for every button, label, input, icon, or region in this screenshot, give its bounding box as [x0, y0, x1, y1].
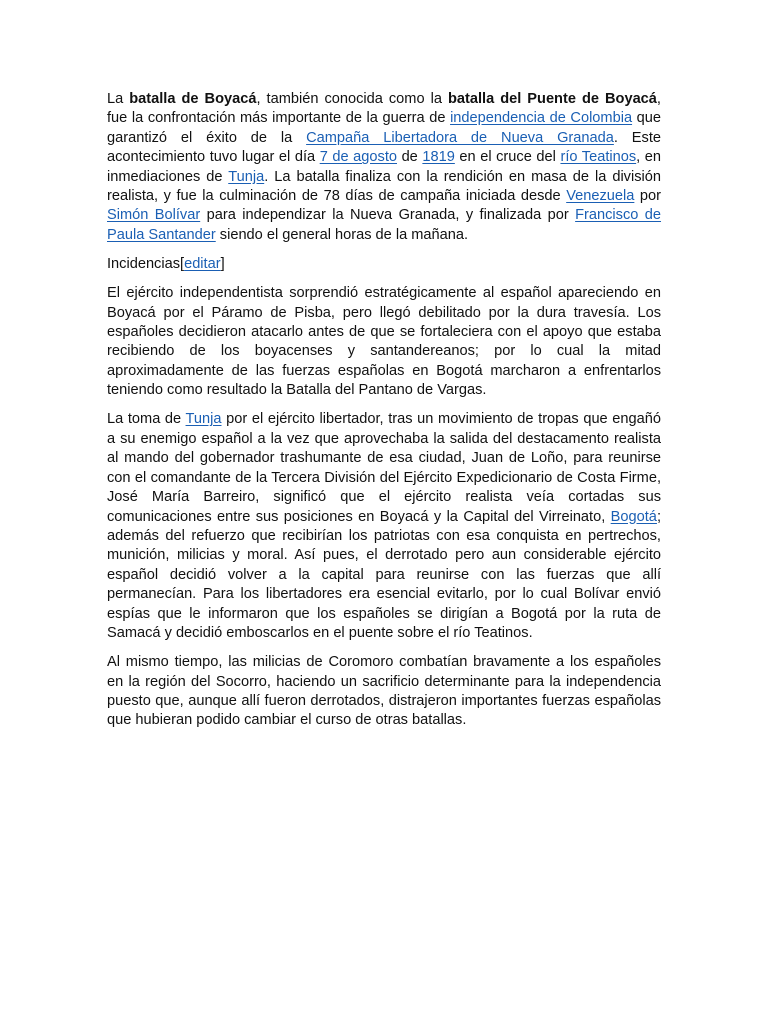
section-title: Incidencias: [107, 256, 181, 273]
bracket-open: [: [180, 256, 185, 273]
text-run: . La batalla finaliza con la rendición en masa de la división realista, y fue la culminación de 78 días de campaña iniciada desde: [107, 168, 661, 205]
text-run: por el ejército libertador, tras un movimiento de tropas que engañó a su enemigo español a la vez que aprovechaba la salida del destacamento realista al mando del gobernador trashumante de esa ciudad, Juan de Loño, para reunirse con el comandante de la Tercera División del Ejército Expedicionario de Costa Firme, José María Barreiro, significó que el ejército realista veía cortadas sus comunicaciones entre sus posiciones en Boyacá y la Capital del Virreinato,: [107, 411, 661, 525]
text-run: para independizar la Nueva Granada, y finalizada por: [200, 207, 576, 224]
text-run: en el cruce del: [454, 149, 561, 166]
bracket-close: ]: [220, 256, 225, 273]
document-page: [107, 90, 661, 741]
bold-term: batalla de Boyacá: [129, 91, 257, 107]
incidencias-paragraph-1: El ejército independentista sorprendió estratégicamente al español apareciendo en Boyacá por el Páramo de Pisba, pero llegó debilitado por la dura travesía. Los españoles decidieron atacarlo antes de que se fortaleciera con el apoyo que estaba recibiendo de los boyacenses y santandereanos; por lo cual la mitad aproximadamente de las fuerzas españolas en Bogotá marcharon a enfrentarlos teniendo como resultado la Batalla del Pantano de Vargas.: [107, 285, 661, 399]
text-run: de: [397, 149, 423, 166]
text-run: , también conocida como la: [256, 91, 448, 107]
link-venezuela[interactable]: Venezuela: [566, 188, 635, 205]
bold-term: batalla del Puente de Boyacá: [447, 91, 657, 107]
edit-link[interactable]: editar: [184, 256, 221, 273]
incidencias-paragraph-2: [107, 410, 661, 643]
section-heading: [107, 255, 661, 274]
link-simon-bolivar[interactable]: Simón Bolívar: [107, 207, 201, 224]
text-run: . Este acontecimiento tuvo lugar el día: [107, 129, 661, 166]
text-run: siendo el general horas de la mañana.: [215, 226, 469, 243]
link-7-de-agosto[interactable]: 7 de agosto: [319, 149, 397, 166]
link-tunja[interactable]: Tunja: [228, 168, 265, 185]
text-run: La toma de: [107, 411, 186, 428]
incidencias-paragraph-3: Al mismo tiempo, las milicias de Coromoro combatían bravamente a los españoles en la región del Socorro, haciendo un sacrificio determinante para la independencia puesto que, aunque allí fueron derrotados, distrajeron importantes fuerzas españolas que hubieran podido cambiar el curso de otras batallas.: [107, 654, 661, 729]
text-run: , en inmediaciones de: [107, 149, 662, 185]
text-run: La: [107, 91, 130, 107]
text-run: , fue la confrontación más importante de la guerra de: [107, 91, 661, 127]
link-francisco-de-paula-santander[interactable]: Francisco de Paula Santander: [107, 207, 662, 243]
link-campana-libertadora[interactable]: Campaña Libertadora de Nueva Granada: [306, 129, 614, 146]
link-independencia-de-colombia[interactable]: independencia de Colombia: [450, 110, 633, 127]
link-bogota[interactable]: Bogotá: [610, 508, 657, 525]
text-run: que garantizó el éxito de la: [107, 110, 661, 146]
text-run: por: [634, 188, 661, 205]
intro-paragraph: [107, 90, 661, 245]
link-1819[interactable]: 1819: [422, 149, 455, 166]
text-run: ; además del refuerzo que recibirían los patriotas con esa conquista en pertrechos, munición, milicias y moral. Así pues, el derrotado pero aun considerable ejército español decidió volver a la capital para reunirse con las fuerzas que allí permanecían. Para los libertadores era esencial evitarlo, por lo cual Bolívar envió espías que le informaron que los españoles se dirigían a Bogotá por la ruta de Samacá y decidió emboscarlos en el puente sobre el río Teatinos.: [107, 508, 661, 641]
link-tunja-2[interactable]: Tunja: [185, 411, 222, 428]
link-rio-teatinos[interactable]: río Teatinos: [560, 149, 637, 166]
